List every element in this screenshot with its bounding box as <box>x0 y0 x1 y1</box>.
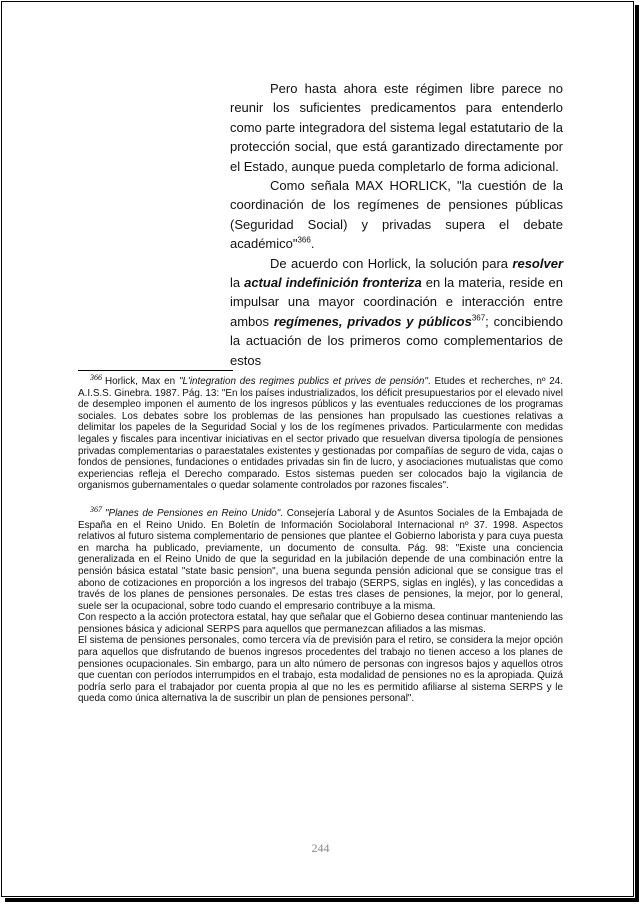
page-shadow-bottom <box>5 898 639 902</box>
emphasis-resolver: resolver <box>512 255 563 271</box>
footnote-ref-366[interactable]: 366 <box>297 235 311 245</box>
emphasis-indefinicion: actual indefinición fronteriza <box>244 275 422 291</box>
paragraph-3-part-g: ; concibiendo la actuación de los primeros como complementarios de estos <box>230 313 563 368</box>
footnotes <box>78 372 563 705</box>
footnote-separator <box>78 370 233 371</box>
paragraph-3-part-e: en la materia, reside en impulsar una mayor coordinación e interacción entre ambos <box>230 275 564 329</box>
footnote-366-number: 366 <box>90 372 102 382</box>
footnote-ref-367[interactable]: 367 <box>471 313 486 323</box>
paragraph-1-text: Pero hasta ahora este régimen libre parece no reunir los suficientes predicamentos para entenderlo como parte integradora del sistema legal estatutario de la protección social, que está garantizado directamente por el Estado, aunque pueda completarlo de forma adicional. <box>230 81 563 174</box>
paragraph-2 <box>230 176 563 254</box>
emphasis-regimenes: regímenes, privados y públicos <box>273 313 472 329</box>
footnote-366 <box>78 372 563 492</box>
paragraph-2-end: . <box>310 236 315 252</box>
main-text <box>230 79 563 370</box>
paragraph-3-part-a: De acuerdo con Horlick, la solución para <box>270 255 513 271</box>
footnote-367-paragraph-3: El sistema de pensiones personales, como tercera vía de previsión para el retiro, se considera la mejor opción para aquellos que disfrutando de buenos ingresos procedentes del trabajo no tienen acceso a los planes de pensiones ocupacionales. Sin embargo, para un alto número de personas con ingresos bajos y aquellos otros que cuentan con períodos interrumpidos en el trabajo, esta modalidad de pensiones no es la apropiada. Quizá podría serlo para el trabajador por cuenta propia al que no les es permitido afiliarse al sistema SERPS y le queda como única alternativa la de suscribir un plan de pensiones personal". <box>78 635 563 705</box>
paragraph-3 <box>230 254 563 370</box>
paragraph-2-text: Como señala MAX HORLICK, "la cuestión de la coordinación de los regímenes de pensiones públicas (Seguridad Social) y privadas supera el debate académico" <box>230 178 563 252</box>
page-shadow-right <box>635 5 639 900</box>
paragraph-3-part-c: la <box>230 275 245 291</box>
footnote-gap <box>78 492 563 508</box>
footnote-367-number: 367 <box>90 504 102 514</box>
footnote-366-title: "L'integration des regimes publics et prives de pensión" <box>178 376 428 387</box>
page-number: 244 <box>311 841 330 855</box>
footnote-367-title: "Planes de Pensiones en Reino Unido" <box>105 507 281 519</box>
footnote-366-author: Horlick, Max en <box>105 376 179 387</box>
paragraph-1 <box>230 79 563 176</box>
footnote-367 <box>78 504 563 612</box>
footnote-367-text: . Consejería Laboral y de Asuntos Sociales de la Embajada de España en el Reino Unido. En Boletín de Información Sociolaboral Internacional nº 37. 1998. Aspectos relativos al futuro sistema complementario de pensiones que plantee el Gobierno laborista y para cuya puesta en marcha ha publicado, previamente, un documento de consulta. Pág. 98: "Existe una conciencia generalizada en el Reino Unido de que la seguridad en la jubilación depende de una combinación entre la pensión básica estatal "state basic pension", una buena segunda pensión adicional que se consigue tras el abono de cotizaciones en proporción a los ingresos del trabajo (SERPS, siglas en inglés), y las concedidas a través de los planes de pensiones personales. De estas tres clases de pensiones, la mejor, por lo general, suele ser la ocupacional, sobre todo cuando el empresario contribuye a la misma. <box>78 507 563 612</box>
footnote-366-text: . Etudes et recherches, nº 24. A.I.S.S. Ginebra. 1987. Pág. 13: "En los países industrializados, los déficit presupuestarios por el elevado nivel de desempleo imponen el aumento de los ingresos públicos y las eventuales reducciones de los programas sociales. Los debates sobre los problemas de las pensiones han propulsado las cuestiones relativas a delimitar los papeles de la Seguridad Social y los de los regímenes privados. Particularmente con medidas legales y fiscales para incentivar iniciativas en el sector privado que resuelvan diversa tipología de pensiones privadas complementarias o paraestatales existentes y gestionadas por compañías de seguro de vida, cajas o fondos de pensiones, fundaciones o entidades privadas sin fin de lucro, y asociaciones mutualistas que como experiencias refleja el Derecho comparado. Estos sistemas pueden ser colocados bajo la vigilancia de organismos gubernamentales o quedar solamente controlados por razones fiscales". <box>78 376 563 492</box>
footnote-367-paragraph-2: Con respecto a la acción protectora estatal, hay que señalar que el Gobierno desea continuar manteniendo las pensiones básica y adicional SERPS para aquellos que permanezcan afiliados a las mismas. <box>78 612 563 635</box>
